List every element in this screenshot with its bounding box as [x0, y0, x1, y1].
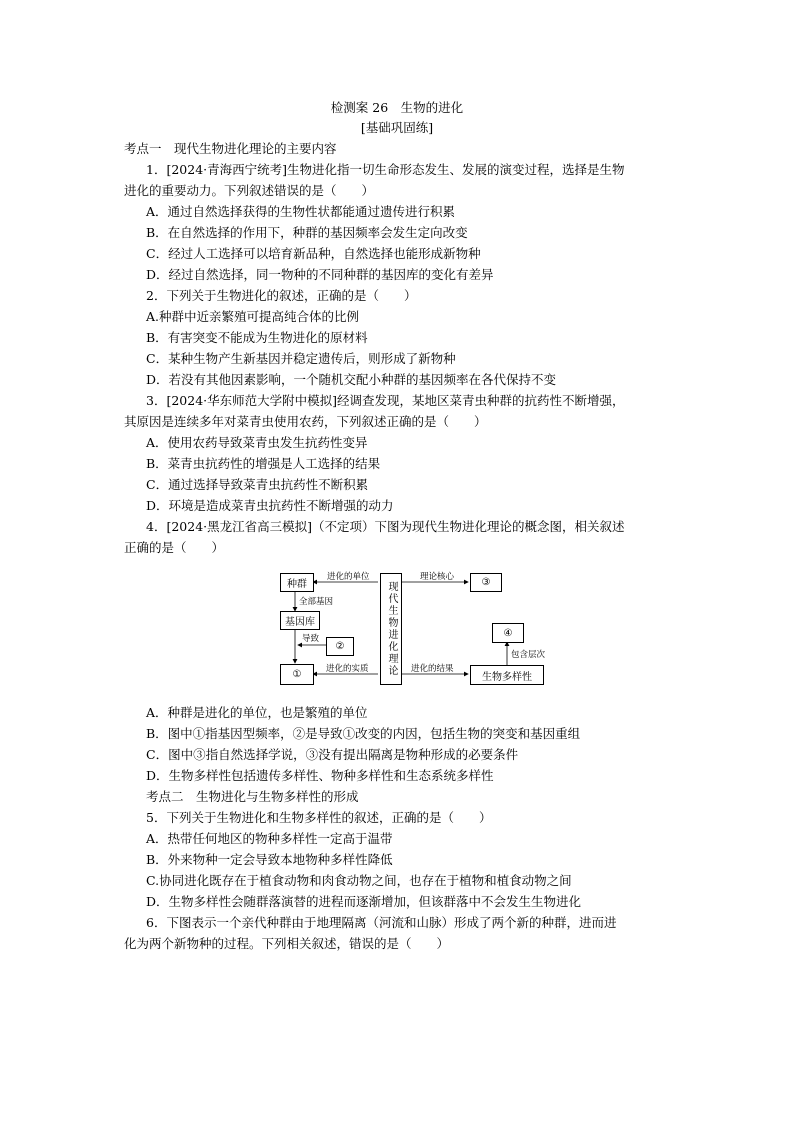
question-1-option-b: B．在自然选择的作用下，种群的基因频率会发生定向改变 [146, 225, 468, 240]
question-5-option-c: C.协同进化既存在于植食动物和肉食动物之间，也存在于植物和植食动物之间 [146, 873, 572, 888]
box-3: ③ [470, 573, 502, 592]
question-3-option-a: A．使用农药导致菜青虫发生抗药性变异 [146, 435, 368, 450]
question-3-option-b: B．菜青虫抗药性的增强是人工选择的结果 [146, 456, 381, 471]
question-2-option-a: A.种群中近亲繁殖可提高纯合体的比例 [146, 309, 360, 324]
question-5-option-a: A．热带任何地区的物种多样性一定高于温带 [146, 831, 393, 846]
question-4-option-c: C．图中③指自然选择学说，③没有提出隔离是物种形成的必要条件 [146, 747, 519, 762]
question-2-option-d: D．若没有其他因素影响，一个随机交配小种群的基因频率在各代保持不变 [146, 372, 557, 387]
question-3-stem-cont: 其原因是连续多年对菜青虫使用农药，下列叙述正确的是（ ） [124, 414, 487, 429]
question-3-option-c: C．通过选择导致菜青虫抗药性不断积累 [146, 477, 369, 492]
question-3-option-d: D．环境是造成菜青虫抗药性不断增强的动力 [146, 498, 394, 513]
population-box: 种群 [280, 573, 314, 592]
question-4-stem-cont: 正确的是（ ） [124, 540, 225, 555]
label-essence: 进化的实质 [326, 664, 369, 674]
theory-box: 现代生物进化理论 [380, 573, 402, 685]
gene-pool-box: 基因库 [280, 611, 320, 630]
question-3-stem: 3．[2024·华东师范大学附中模拟]经调查发现，某地区菜青虫种群的抗药性不断增强， [146, 393, 625, 408]
biodiversity-box: 生物多样性 [470, 665, 544, 685]
question-2-option-c: C．某种生物产生新基因并稳定遗传后，则形成了新物种 [146, 351, 456, 366]
question-1-option-c: C．经过人工选择可以培育新品种，自然选择也能形成新物种 [146, 246, 481, 261]
label-unit: 进化的单位 [327, 572, 370, 582]
question-1-option-a: A．通过自然选择获得的生物性状都能通过遗传进行积累 [146, 204, 456, 219]
section-heading-2: 考点二 生物进化与生物多样性的形成 [146, 789, 359, 804]
section-heading-1: 考点一 现代生物进化理论的主要内容 [124, 141, 337, 156]
question-4-stem: 4．[2024·黑龙江省高三模拟]（不定项）下图为现代生物进化理论的概念图，相关叙述 [146, 519, 625, 534]
doc-title: 检测案 26 生物的进化 [330, 100, 464, 115]
label-cause: 导致 [302, 634, 320, 644]
label-levels: 包含层次 [511, 650, 546, 660]
question-1-option-d: D．经过自然选择，同一物种的不同种群的基因库的变化有差异 [146, 267, 494, 282]
concept-diagram [280, 568, 560, 686]
question-4-option-d: D．生物多样性包括遗传多样性、物种多样性和生态系统多样性 [146, 768, 494, 783]
question-4-option-a: A．种群是进化的单位，也是繁殖的单位 [146, 705, 368, 720]
box-2: ② [326, 637, 354, 656]
doc-subtitle: [基础巩固练] [360, 120, 434, 135]
label-core: 理论核心 [420, 572, 455, 582]
question-2-option-b: B．有害突变不能成为生物进化的原材料 [146, 330, 368, 345]
question-1-stem-cont: 进化的重要动力。下列叙述错误的是（ ） [124, 183, 375, 198]
question-5-stem: 5．下列关于生物进化和生物多样性的叙述，正确的是（ ） [146, 810, 492, 825]
question-4-option-b: B．图中①指基因型频率，②是导致①改变的内因，包括生物的突变和基因重组 [146, 726, 581, 741]
question-1-stem: 1．[2024·青海西宁统考]生物进化指一切生命形态发生、发展的演变过程，选择是生物 [146, 162, 625, 177]
question-2-stem: 2．下列关于生物进化的叙述，正确的是（ ） [146, 288, 417, 303]
question-6-stem-cont: 化为两个新物种的过程。下列相关叙述，错误的是（ ） [124, 936, 450, 951]
question-6-stem: 6．下图表示一个亲代种群由于地理隔离（河流和山脉）形成了两个新的种群，进而进 [146, 915, 617, 930]
label-all-genes: 全部基因 [299, 597, 334, 607]
question-5-option-b: B．外来物种一定会导致本地物种多样性降低 [146, 852, 393, 867]
label-result: 进化的结果 [411, 664, 454, 674]
question-5-option-d: D．生物多样性会随群落演替的进程而逐渐增加，但该群落中不会发生生物进化 [146, 894, 582, 909]
box-4: ④ [492, 623, 524, 643]
box-1: ① [280, 664, 314, 685]
